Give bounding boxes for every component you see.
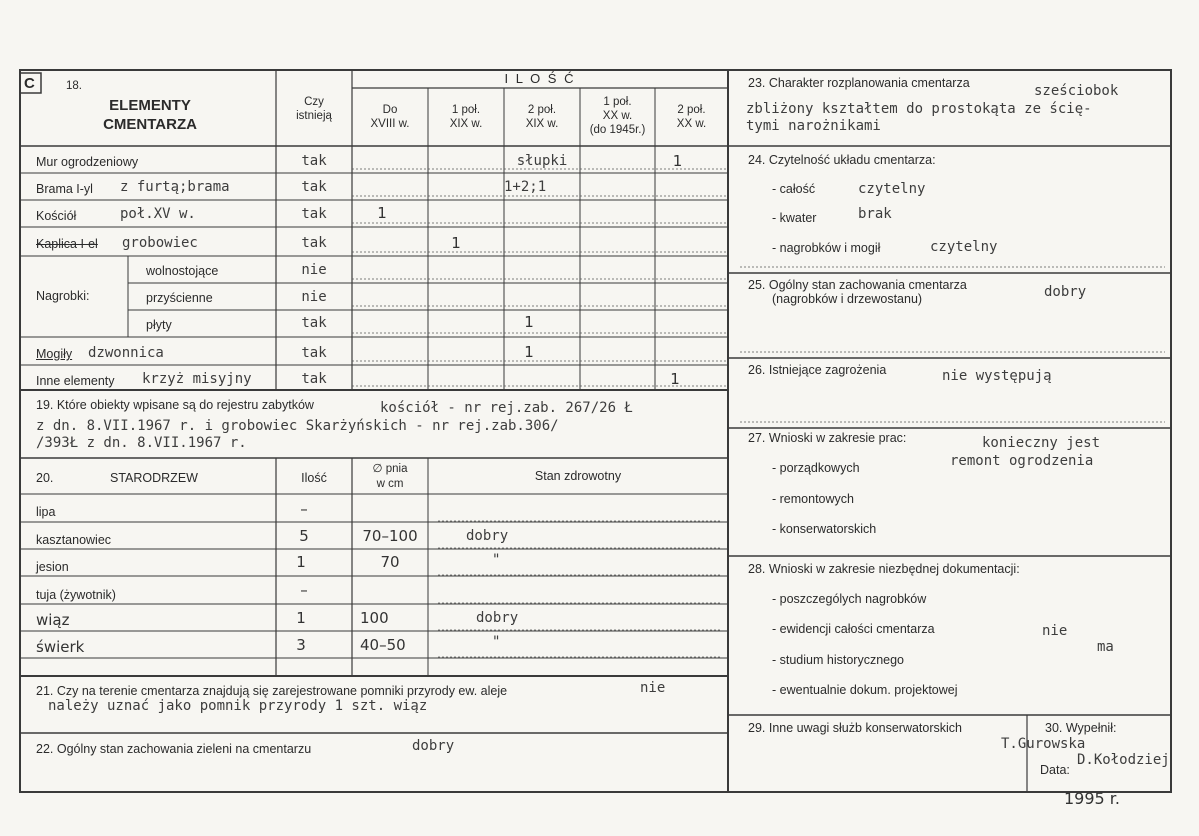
tree-row-qty: – (300, 500, 308, 518)
ilosc-header: I L O Ś Ć (504, 71, 576, 86)
sec20-title: STARODRZEW (110, 471, 198, 485)
sec27-item: - remontowych (772, 492, 854, 506)
sec18-number: 18. (66, 80, 82, 92)
sec30-date-label: Data: (1040, 763, 1070, 777)
sec20-number: 20. (36, 471, 54, 485)
col-header-4c: (do 1945r.) (589, 124, 646, 136)
sec27-item: - porządkowych (772, 461, 860, 475)
row-brama-c3: 1+2;1 (504, 179, 547, 195)
row-kosciol-czy: tak (301, 206, 327, 222)
tree-row-qty: 1 (296, 609, 306, 627)
tree-row-state: " (492, 634, 501, 650)
col-header-1b: XVIII w. (370, 118, 410, 130)
sec28-item: - ewentualnie dokum. projektowej (772, 683, 958, 697)
sec23-answer3: tymi narożnikami (746, 118, 881, 134)
row-mur-c5: 1 (672, 152, 683, 170)
czy-header-2: istnieją (296, 110, 332, 122)
tree-row-qty: 5 (299, 527, 309, 545)
tree-row-name: wiąz (36, 611, 70, 629)
col-header-4b: XX w. (602, 110, 633, 122)
tree-row-qty: 3 (296, 636, 306, 654)
sec24-nagrobkow-value: czytelny (930, 239, 998, 255)
row-mogily-c3: 1 (524, 343, 534, 361)
row-kosciol-c1: 1 (377, 204, 387, 222)
sec23-answer1: sześciobok (1034, 83, 1119, 99)
sec28-label: 28. Wnioski w zakresie niezbędnej dokumentacji: (748, 562, 1020, 576)
col-header-2b: XIX w. (449, 118, 483, 130)
sec24-kwater: - kwater (772, 211, 817, 225)
row-przysc-label: przyścienne (146, 291, 213, 305)
tree-row-state: dobry (466, 528, 509, 544)
col-header-5b: XX w. (676, 118, 707, 130)
sec21-label: 21. Czy na terenie cmentarza znajdują się zarejestrowane pomniki przyrody ew. aleje (36, 684, 508, 698)
sec30-name1: T.Gurowska (1001, 736, 1086, 752)
nagrobki-label: Nagrobki: (36, 289, 90, 303)
sec27-answer1: konieczny jest (982, 435, 1101, 451)
row-inne-label: Inne elementy (36, 374, 115, 388)
tree-row-diam: 40–50 (360, 636, 406, 654)
sec26-label: 26. Istniejące zagrożenia (748, 363, 887, 377)
sec21-answer2: należy uznać jako pomnik przyrody 1 szt. wiąz (48, 698, 428, 714)
row-inne-czy: tak (301, 371, 327, 387)
czy-header-1: Czy (304, 96, 324, 108)
col-header-2a: 1 poł. (451, 104, 481, 116)
corner-letter: C (24, 75, 35, 92)
sec20-pien2: w cm (376, 478, 404, 490)
row-wolno-label: wolnostojące (146, 264, 219, 278)
row-kaplica-c2: 1 (451, 234, 461, 252)
row-mogily-typed: dzwonnica (88, 345, 164, 361)
sec30-year: 1995 r. (1064, 789, 1120, 808)
sec29-label: 29. Inne uwagi służb konserwatorskich (748, 721, 963, 735)
sec23-answer2: zbliżony kształtem do prostokąta ze ścię- (746, 101, 1092, 117)
tree-row-name: tuja (żywotnik) (36, 588, 116, 602)
sec28-item: - ewidencji całości cmentarza (772, 622, 935, 636)
tree-row-qty: 1 (296, 553, 306, 571)
sec19-line1: kościół - nr rej.zab. 267/26 Ł (380, 400, 633, 416)
col-header-4a: 1 poł. (603, 96, 632, 108)
tree-row-name: świerk (36, 638, 85, 656)
sec27-label: 27. Wnioski w zakresie prac: (748, 431, 907, 445)
tree-row-name: kasztanowiec (36, 533, 112, 547)
row-mogily-czy: tak (301, 345, 327, 361)
sec28-item: - studium historycznego (772, 653, 905, 667)
sec21-answer1: nie (640, 680, 666, 696)
tree-row-diam: 70 (380, 553, 400, 571)
sec26-answer: nie występują (942, 368, 1052, 384)
row-mogily-label: Mogiły (36, 347, 73, 361)
row-mur-c3: słupki (516, 153, 568, 169)
sec24-label: 24. Czytelność układu cmentarza: (748, 153, 936, 167)
tree-row-state: dobry (476, 610, 519, 626)
sec24-nagrobkow: - nagrobków i mogił (772, 241, 881, 255)
tree-row-name: jesion (36, 560, 69, 574)
sec22-label: 22. Ogólny stan zachowania zieleni na cmentarzu (36, 742, 312, 756)
sec27-item: - konserwatorskich (772, 522, 877, 536)
row-kaplica-label: Kaplica I-el (36, 237, 98, 251)
sec28-answer2: ma (1097, 639, 1114, 655)
sec19-line2: z dn. 8.VII.1967 r. i grobowiec Skarżyńskich - nr rej.zab.306/ (36, 418, 559, 434)
sec22-answer: dobry (412, 738, 455, 754)
tree-row-diam: 100 (360, 609, 389, 627)
row-inne-typed: krzyż misyjny (142, 371, 252, 387)
col-header-3b: XIX w. (525, 118, 559, 130)
sec24-kwater-value: brak (858, 206, 892, 222)
row-brama-label: Brama I-yl (36, 182, 93, 196)
row-wolno-czy: nie (301, 262, 327, 278)
tree-row-state: " (492, 552, 501, 568)
col-header-1a: Do (382, 104, 398, 116)
sec19-label: 19. Które obiekty wpisane są do rejestru zabytków (36, 398, 314, 412)
row-kosciol-typed: poł.XV w. (120, 206, 196, 222)
sec18-title-1: ELEMENTY (109, 97, 191, 114)
sec25-label2: (nagrobków i drzewostanu) (772, 292, 923, 306)
tree-row-diam: 70–100 (362, 527, 418, 545)
sec20-ilosc: Ilość (301, 471, 327, 485)
sec30-name2: D.Kołodziej (1077, 752, 1170, 768)
sec18-title-2: CMENTARZA (103, 116, 197, 133)
sec23-label: 23. Charakter rozplanowania cmentarza (748, 76, 970, 90)
sec25-answer: dobry (1044, 284, 1087, 300)
sec27-answer2: remont ogrodzenia (950, 453, 1094, 469)
row-inne-c5: 1 (670, 370, 680, 388)
tree-row-name: lipa (36, 505, 56, 519)
row-kaplica-czy: tak (301, 235, 327, 251)
sec24-calosc-value: czytelny (858, 181, 926, 197)
row-mur-czy: tak (301, 153, 327, 169)
row-brama-typed: z furtą;brama (120, 179, 230, 195)
sec24-calosc: - całość (772, 182, 816, 196)
sec19-line3: /393Ł z dn. 8.VII.1967 r. (36, 435, 247, 451)
sec28-item: - poszczególych nagrobków (772, 592, 927, 606)
sec28-answer1: nie (1042, 623, 1068, 639)
row-przysc-czy: nie (301, 289, 327, 305)
row-kaplica-typed: grobowiec (122, 235, 198, 251)
tree-row-qty: – (300, 581, 308, 599)
sec30-label: 30. Wypełnił: (1045, 721, 1117, 735)
row-mur-label: Mur ogrodzeniowy (36, 155, 139, 169)
sec20-pien1: ∅ pnia (372, 463, 408, 475)
sec20-stan: Stan zdrowotny (534, 469, 622, 483)
row-plyty-label: płyty (146, 318, 172, 332)
row-brama-czy: tak (301, 179, 327, 195)
row-plyty-czy: tak (301, 315, 327, 331)
sec25-label1: 25. Ogólny stan zachowania cmentarza (748, 278, 967, 292)
row-plyty-c3: 1 (524, 313, 534, 331)
col-header-3a: 2 poł. (527, 104, 557, 116)
col-header-5a: 2 poł. (677, 104, 706, 116)
row-kosciol-label: Kościół (36, 209, 77, 223)
